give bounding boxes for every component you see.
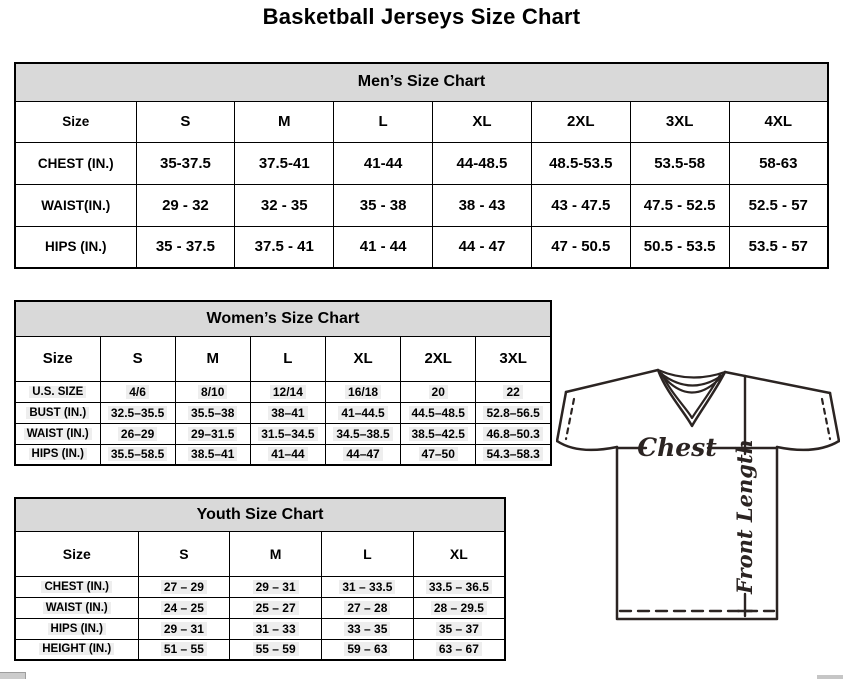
size-value-cell: 31.5–34.5 [250,423,325,444]
size-value-cell: 35-37.5 [136,142,235,184]
size-value-cell: 48.5-53.5 [531,142,630,184]
size-value-cell: 29 - 32 [136,184,235,226]
table-title-row [15,301,551,336]
size-value-cell: 8/10 [175,381,250,402]
jersey-sleeve [557,392,566,441]
size-value-cell: 41–44 [250,444,325,465]
size-value-cell: 38 - 43 [433,184,532,226]
size-value-cell: 50.5 - 53.5 [630,226,729,268]
jersey-sleeve-stitch [822,399,830,439]
size-value-cell: 33 – 35 [322,618,414,639]
jersey-shoulder-seam [566,370,658,392]
size-value-cell: 26–29 [100,423,175,444]
size-value-cell: 29 – 31 [230,576,322,597]
chest-label: Chest [637,433,717,462]
table-row [15,444,551,465]
size-value-cell: 12/14 [250,381,325,402]
size-value-cell: 47.5 - 52.5 [630,184,729,226]
row-label: CHEST (IN.) [15,142,136,184]
size-value-cell: 24 – 25 [138,597,230,618]
mens-size-chart-table [14,62,829,269]
size-value-cell: 47–50 [401,444,476,465]
column-header-row [15,101,828,142]
column-header: M [235,101,334,142]
size-value-cell: 20 [401,381,476,402]
table-row [15,226,828,268]
size-value-cell: 41-44 [334,142,433,184]
table-row [15,184,828,226]
column-header: Size [15,101,136,142]
row-label: U.S. SIZE [15,381,100,402]
size-value-cell: 47 - 50.5 [531,226,630,268]
jersey-diagram [556,362,840,624]
column-header: XL [325,336,400,381]
size-value-cell: 53.5 - 57 [729,226,828,268]
row-label: WAIST (IN.) [15,597,138,618]
mens-chart-title: Men’s Size Chart [15,63,828,101]
size-value-cell: 29–31.5 [175,423,250,444]
size-value-cell: 44-48.5 [433,142,532,184]
column-header: XL [433,101,532,142]
size-value-cell: 52.5 - 57 [729,184,828,226]
column-header: S [136,101,235,142]
jersey-sleeve [830,393,839,441]
column-header: L [334,101,433,142]
row-label: WAIST(IN.) [15,184,136,226]
column-header-row [15,531,505,576]
page-title: Basketball Jerseys Size Chart [262,4,581,29]
jersey-sleeve [557,441,617,450]
table-row [15,423,551,444]
size-value-cell: 38.5–41 [175,444,250,465]
size-value-cell: 31 – 33 [230,618,322,639]
row-label: BUST (IN.) [15,402,100,423]
column-header: M [230,531,322,576]
size-value-cell: 35 – 37 [413,618,505,639]
row-label: HIPS (IN.) [15,444,100,465]
size-value-cell: 29 – 31 [138,618,230,639]
size-value-cell: 63 – 67 [413,639,505,660]
table-row [15,402,551,423]
table-row [15,576,505,597]
row-label: CHEST (IN.) [15,576,138,597]
size-value-cell: 55 – 59 [230,639,322,660]
table-row [15,597,505,618]
size-value-cell: 37.5 - 41 [235,226,334,268]
column-header: 3XL [630,101,729,142]
table-row [15,618,505,639]
size-value-cell: 31 – 33.5 [322,576,414,597]
row-label: WAIST (IN.) [15,423,100,444]
size-value-cell: 33.5 – 36.5 [413,576,505,597]
column-header: 2XL [531,101,630,142]
womens-size-chart-table [14,300,552,466]
size-value-cell: 27 – 29 [138,576,230,597]
column-header: S [138,531,230,576]
size-value-cell: 35.5–58.5 [100,444,175,465]
column-header: 2XL [401,336,476,381]
column-header: Size [15,336,100,381]
size-value-cell: 32.5–35.5 [100,402,175,423]
column-header: S [100,336,175,381]
scrollbar-left-fragment[interactable] [0,672,26,679]
size-value-cell: 51 – 55 [138,639,230,660]
size-value-cell: 52.8–56.5 [476,402,551,423]
size-value-cell: 53.5-58 [630,142,729,184]
size-value-cell: 46.8–50.3 [476,423,551,444]
table-row [15,381,551,402]
size-value-cell: 41 - 44 [334,226,433,268]
size-value-cell: 34.5–38.5 [325,423,400,444]
table-row [15,639,505,660]
front-length-label: Front Length [732,439,757,594]
table-title-row [15,498,505,531]
size-value-cell: 44.5–48.5 [401,402,476,423]
table-title-row [15,63,828,101]
scrollbar-right-fragment[interactable] [817,675,843,679]
column-header-row [15,336,551,381]
jersey-sleeve [777,441,839,450]
size-value-cell: 41–44.5 [325,402,400,423]
size-value-cell: 58-63 [729,142,828,184]
youth-chart-title: Youth Size Chart [15,498,505,531]
column-header: 3XL [476,336,551,381]
size-value-cell: 32 - 35 [235,184,334,226]
womens-chart-title: Women’s Size Chart [15,301,551,336]
size-value-cell: 22 [476,381,551,402]
size-value-cell: 35 - 37.5 [136,226,235,268]
jersey-shoulder-seam [725,372,830,393]
jersey-sleeve-stitch [566,399,574,439]
size-value-cell: 59 – 63 [322,639,414,660]
table-row [15,142,828,184]
row-label: HIPS (IN.) [15,618,138,639]
size-value-cell: 38.5–42.5 [401,423,476,444]
size-value-cell: 44–47 [325,444,400,465]
size-value-cell: 37.5-41 [235,142,334,184]
size-value-cell: 35.5–38 [175,402,250,423]
size-value-cell: 35 - 38 [334,184,433,226]
column-header: 4XL [729,101,828,142]
row-label: HIPS (IN.) [15,226,136,268]
column-header: Size [15,531,138,576]
size-value-cell: 43 - 47.5 [531,184,630,226]
size-value-cell: 38–41 [250,402,325,423]
size-value-cell: 54.3–58.3 [476,444,551,465]
column-header: M [175,336,250,381]
size-value-cell: 4/6 [100,381,175,402]
jersey-collar [658,370,725,378]
column-header: L [322,531,414,576]
column-header: L [250,336,325,381]
size-value-cell: 27 – 28 [322,597,414,618]
row-label: HEIGHT (IN.) [15,639,138,660]
size-value-cell: 16/18 [325,381,400,402]
youth-size-chart-table [14,497,506,661]
size-value-cell: 28 – 29.5 [413,597,505,618]
size-value-cell: 25 – 27 [230,597,322,618]
column-header: XL [413,531,505,576]
size-value-cell: 44 - 47 [433,226,532,268]
